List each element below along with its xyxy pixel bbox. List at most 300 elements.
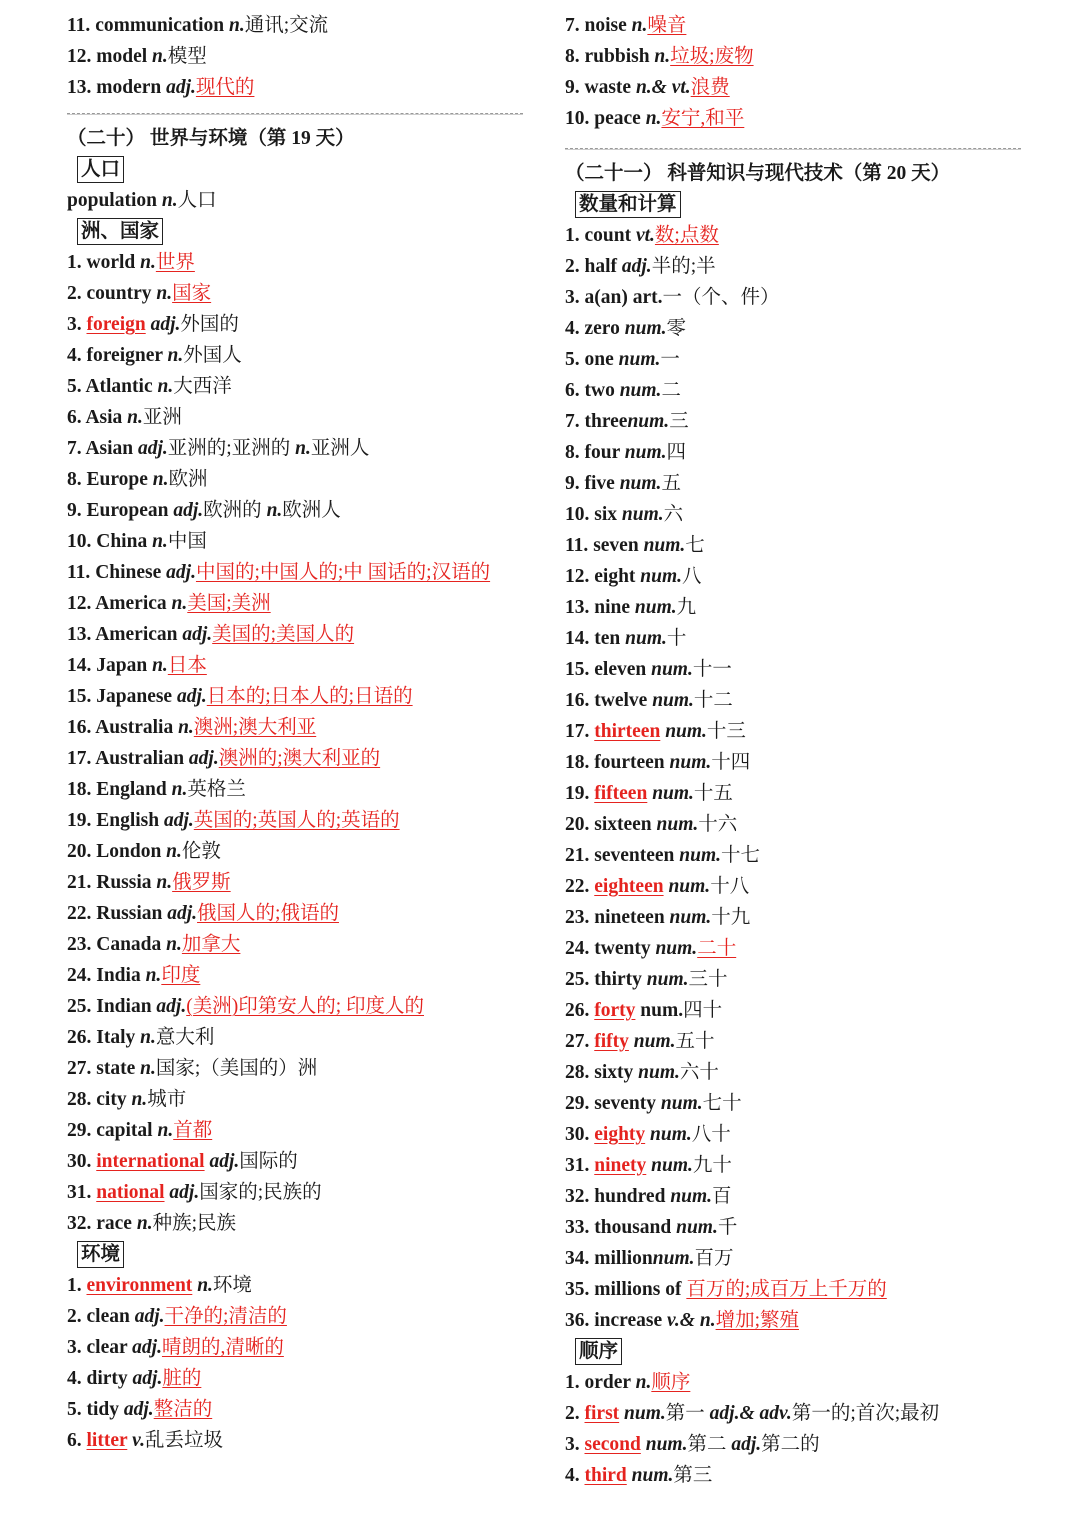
entry-word: Russia — [96, 872, 152, 893]
entry-number: 30. — [67, 1151, 97, 1172]
entry-part-of-speech: adj. — [166, 562, 196, 583]
entry-word: Asian — [85, 438, 134, 459]
vocab-entry — [67, 1394, 525, 1425]
entry-part-of-speech: num. — [650, 1124, 692, 1145]
entry-chinese-meaning: 安宁,和平 — [661, 108, 745, 129]
entry-word: national — [96, 1182, 165, 1203]
entry-word: thirteen — [594, 721, 661, 742]
entry-number: 17. — [67, 748, 96, 769]
entry-number: 25. — [565, 969, 595, 990]
vocab-entry — [67, 1053, 525, 1084]
entry-part-of-speech: n. — [131, 1089, 148, 1110]
vocab-entry — [565, 220, 1023, 251]
entry-number: 4. — [67, 1368, 87, 1389]
entry-part-of-speech: n. — [197, 1275, 213, 1296]
box-label-environment: 环境 — [77, 1241, 124, 1268]
vocab-entry — [565, 313, 1023, 344]
entry-word: Canada — [96, 934, 162, 955]
entry-chinese-meaning: 外国人 — [183, 345, 242, 366]
entry-number: 1. — [565, 225, 585, 246]
entry-word: noise — [584, 15, 627, 36]
entry-word: eighteen — [594, 876, 664, 897]
vocab-entry — [565, 654, 1023, 685]
entry-part-of-speech: num. — [638, 1062, 680, 1083]
entry-part-of-speech: num. — [624, 318, 667, 339]
entry-number: 6. — [565, 380, 585, 401]
entry-word: nine — [594, 597, 631, 618]
entry-number: 13. — [67, 77, 97, 98]
entry-part-of-speech: num. — [625, 628, 667, 649]
vocab-entry — [565, 406, 1023, 437]
section-divider — [67, 113, 523, 115]
entry-part-of-speech: n. — [631, 15, 648, 36]
entry-chinese-meaning: 欧洲人 — [282, 500, 341, 521]
entry-word: fourteen — [594, 752, 665, 773]
entry-word: waste — [584, 77, 632, 98]
entry-part-of-speech: v. — [132, 1430, 145, 1451]
entry-word: hundred — [594, 1186, 666, 1207]
vocab-entry — [67, 898, 525, 929]
entry-number: 23. — [67, 934, 97, 955]
entry-part-of-speech: num. — [652, 783, 694, 804]
entry-number: 12. — [565, 566, 595, 587]
entry-chinese-meaning: 千 — [717, 1217, 738, 1238]
entry-chinese-meaning: 澳洲;澳大利亚 — [193, 717, 317, 738]
order-entries — [565, 1367, 1023, 1491]
entry-part-of-speech: adj. — [621, 256, 652, 277]
entry-chinese-meaning: 十六 — [698, 814, 738, 835]
entry-number: 13. — [67, 624, 96, 645]
entry-part-of-speech: adj. — [176, 686, 207, 707]
entry-part-of-speech: num. — [624, 442, 667, 463]
entry-chinese-meaning: 三 — [669, 411, 689, 432]
entry-chinese-meaning: 第二的 — [761, 1434, 820, 1455]
entry-part-of-speech: adj. — [134, 1306, 165, 1327]
entry-part-of-speech: adj. — [188, 748, 219, 769]
vocab-entry — [565, 964, 1023, 995]
entry-word: dirty — [86, 1368, 128, 1389]
entry-part-of-speech: num. — [640, 566, 683, 587]
entry-part-of-speech: num. — [640, 1000, 684, 1021]
vocab-entry — [67, 712, 525, 743]
entry-chinese-meaning: 中国的;中国人的;中 国话的;汉语的 — [195, 562, 491, 583]
vocab-entry — [67, 1084, 525, 1115]
entry-part-of-speech: num. — [619, 473, 662, 494]
entry-chinese-meaning: 意大利 — [155, 1027, 215, 1048]
entry-number: 24. — [565, 938, 595, 959]
entry-number: 36. — [565, 1310, 595, 1331]
vocab-entry — [565, 1305, 1023, 1336]
entry-part-of-speech: n. — [178, 717, 194, 738]
vocab-entry — [67, 991, 525, 1022]
entry-word: Indian — [96, 996, 152, 1017]
vocab-entry — [565, 561, 1023, 592]
entry-part-of-speech: adj.& adv. — [709, 1403, 792, 1424]
vocab-entry — [565, 10, 1023, 41]
entry-part-of-speech: n. — [166, 934, 182, 955]
vocab-entry — [565, 499, 1023, 530]
entry-part-of-speech: art. — [632, 287, 663, 308]
entry-chinese-meaning: 九 — [676, 597, 697, 618]
entry-chinese-meaning: 国际的 — [239, 1151, 298, 1172]
entry-part-of-speech: n. — [140, 252, 156, 273]
entry-word: order — [584, 1372, 631, 1393]
entry-number: 31. — [565, 1155, 595, 1176]
right-column — [565, 10, 1023, 1491]
vocab-entry — [565, 1429, 1023, 1460]
vocab-entry — [565, 1150, 1023, 1181]
entry-part-of-speech: num. — [627, 411, 670, 432]
entry-chinese-meaning: 国家;（美国的）洲 — [155, 1058, 318, 1079]
entry-chinese-meaning: 十五 — [693, 783, 733, 804]
right-top-entries — [565, 10, 1023, 134]
vocab-entry — [67, 805, 525, 836]
entry-word: clean — [86, 1306, 130, 1327]
entry-number: 12. — [67, 593, 96, 614]
entry-word: Australian — [95, 748, 185, 769]
entry-word: increase — [594, 1310, 663, 1331]
entry-number: 3. — [67, 314, 87, 335]
vocab-entry — [67, 1425, 525, 1456]
entry-word: twelve — [594, 690, 648, 711]
entry-part-of-speech: adj. — [167, 903, 198, 924]
vocab-entry — [67, 402, 525, 433]
vocab-entry — [565, 778, 1023, 809]
entry-chinese-meaning: 九十 — [692, 1155, 732, 1176]
entry-word: eighty — [594, 1124, 646, 1145]
entry-part-of-speech: num. — [646, 969, 689, 990]
entry-part-of-speech: num. — [665, 721, 707, 742]
entry-chinese-meaning: 数;点数 — [654, 225, 719, 246]
entry-chinese-meaning: 百 — [712, 1186, 732, 1207]
entry-chinese-meaning: 世界 — [155, 252, 195, 273]
entry-number: 12. — [67, 46, 97, 67]
entry-number: 1. — [565, 1372, 585, 1393]
entry-part-of-speech: adj. — [164, 810, 194, 831]
entry-chinese-meaning: 干净的;清洁的 — [164, 1306, 287, 1327]
vocab-entry — [67, 526, 525, 557]
vocab-entry — [565, 902, 1023, 933]
entry-number: 14. — [565, 628, 595, 649]
vocab-entry — [565, 1181, 1023, 1212]
vocab-entry — [67, 1363, 525, 1394]
entry-number: 10. — [67, 531, 97, 552]
entry-chinese-meaning: 半的;半 — [651, 256, 716, 277]
entry-chinese-meaning: 通讯;交流 — [244, 15, 329, 36]
entry-number: 9. — [67, 500, 87, 521]
entry-number: 26. — [565, 1000, 595, 1021]
vocab-entry — [565, 344, 1023, 375]
entry-word: India — [96, 965, 141, 986]
entry-chinese-meaning: 乱丢垃圾 — [144, 1430, 223, 1451]
entry-number: 6. — [67, 1430, 87, 1451]
entry-word: eight — [594, 566, 636, 587]
entry-number: 23. — [565, 907, 595, 928]
vocab-entry — [67, 1332, 525, 1363]
entry-word: one — [584, 349, 614, 370]
entry-number: 21. — [565, 845, 595, 866]
entry-number: 31. — [67, 1182, 97, 1203]
entry-chinese-meaning: 七十 — [702, 1093, 742, 1114]
entry-word: Australia — [95, 717, 174, 738]
entry-part-of-speech: n. — [171, 593, 188, 614]
entry-number: 11. — [67, 562, 96, 583]
entry-number: 8. — [565, 46, 585, 67]
vocab-entry — [67, 1270, 525, 1301]
entry-part-of-speech: adj. — [209, 1151, 240, 1172]
entry-number: 2. — [67, 283, 87, 304]
entry-word: modern — [96, 77, 162, 98]
entry-part-of-speech: adj. — [132, 1337, 162, 1358]
entry-number: 20. — [565, 814, 595, 835]
vocab-entry — [67, 10, 525, 41]
entry-word: eleven — [594, 659, 647, 680]
entry-number: 3. — [67, 1337, 87, 1358]
entry-chinese-meaning: 浪费 — [690, 77, 730, 98]
entry-number: 9. — [565, 473, 585, 494]
entry-word: Asia — [85, 407, 123, 428]
entry-number: 5. — [67, 1399, 87, 1420]
entry-part-of-speech: num. — [618, 349, 661, 370]
entry-chinese-meaning: 十九 — [711, 907, 751, 928]
entry-number: 24. — [67, 965, 97, 986]
entry-chinese-meaning: 十八 — [710, 876, 750, 897]
entry-number: 34. — [565, 1248, 595, 1269]
entry-word: America — [95, 593, 167, 614]
entry-part-of-speech: n. — [157, 376, 174, 397]
entry-chinese-meaning: 八 — [682, 566, 702, 587]
entry-word: American — [95, 624, 178, 645]
entry-number: 27. — [565, 1031, 595, 1052]
entry-part-of-speech: num. — [645, 1434, 688, 1455]
entry-chinese-meaning: 日本的;日本人的;日语的 — [206, 686, 413, 707]
vocab-entry — [67, 1146, 525, 1177]
entry-number: 1. — [67, 1275, 87, 1296]
entry-number: 7. — [67, 438, 86, 459]
entry-chinese-meaning: 英格兰 — [187, 779, 246, 800]
entry-chinese-meaning: 四 — [666, 442, 687, 463]
entry-word: capital — [96, 1120, 153, 1141]
vocab-entry — [67, 278, 525, 309]
entry-number: 4. — [67, 345, 87, 366]
entry-number: 22. — [67, 903, 97, 924]
entry-number: 18. — [67, 779, 97, 800]
entry-part-of-speech: n.& vt. — [635, 77, 691, 98]
entry-number: 9. — [565, 77, 585, 98]
vocab-entry — [565, 1243, 1023, 1274]
entry-word: fifty — [594, 1031, 629, 1052]
entry-number: 30. — [565, 1124, 595, 1145]
entry-word: Italy — [96, 1027, 136, 1048]
number-entries — [565, 220, 1023, 1336]
entry-part-of-speech: n. — [127, 407, 143, 428]
entry-part-of-speech: n. — [645, 108, 662, 129]
entry-part-of-speech: adj. — [138, 438, 168, 459]
entry-chinese-meaning: 种族;民族 — [152, 1213, 236, 1234]
vocab-entry — [565, 1212, 1023, 1243]
vocab-entry — [67, 340, 525, 371]
entry-part-of-speech: n. — [156, 872, 173, 893]
entry-number: 28. — [67, 1089, 97, 1110]
vocab-entry — [565, 1119, 1023, 1150]
entry-part-of-speech: n. — [654, 46, 671, 67]
entry-number: 5. — [565, 349, 585, 370]
vocab-entry — [565, 1274, 1023, 1305]
entry-chinese-meaning: 八十 — [691, 1124, 731, 1145]
entry-chinese-meaning: 二十 — [697, 938, 737, 959]
entry-chinese-meaning: 三十 — [688, 969, 728, 990]
vocab-entry — [565, 468, 1023, 499]
left-column — [67, 10, 525, 1456]
entry-word: communication — [95, 15, 225, 36]
vocab-entry — [67, 371, 525, 402]
entry-part-of-speech: n. — [140, 1027, 156, 1048]
entry-part-of-speech: num. — [668, 876, 711, 897]
entry-number: 16. — [67, 717, 96, 738]
entry-part-of-speech: num. — [619, 380, 662, 401]
entry-part-of-speech: n. — [152, 531, 168, 552]
entry-part-of-speech: n. — [152, 469, 169, 490]
entry-word: twenty — [594, 938, 651, 959]
vocab-entry — [67, 1115, 525, 1146]
entry-chinese-meaning: 五 — [661, 473, 681, 494]
section-title-world-environment: （二十） 世界与环境（第 19 天） — [67, 128, 355, 149]
entry-number: 33. — [565, 1217, 595, 1238]
entry-number: 21. — [67, 872, 97, 893]
entry-chinese-meaning: 噪音 — [647, 15, 687, 36]
entry-number: 8. — [67, 469, 87, 490]
entry-chinese-meaning: 第三 — [673, 1465, 713, 1486]
entry-number: 22. — [565, 876, 595, 897]
vocab-entry — [67, 247, 525, 278]
vocab-entry — [565, 437, 1023, 468]
entry-chinese-meaning: 首都 — [173, 1120, 213, 1141]
entry-part-of-speech: n. — [152, 655, 168, 676]
vocab-entry — [565, 933, 1023, 964]
entry-number: 25. — [67, 996, 97, 1017]
entry-number: 15. — [565, 659, 595, 680]
entry-number: 35. — [565, 1279, 595, 1300]
entry-part-of-speech: num. — [656, 814, 699, 835]
entry-number: 11. — [565, 535, 594, 556]
entry-word: count — [584, 225, 632, 246]
entry-chinese-meaning: 六 — [663, 504, 684, 525]
entry-word: China — [96, 531, 148, 552]
entry-number: 2. — [565, 1403, 585, 1424]
entry-chinese-meaning: 百万的;成百万上千万的 — [686, 1279, 887, 1300]
entry-part-of-speech: adj. — [132, 1368, 163, 1389]
entry-word: sixty — [594, 1062, 634, 1083]
vocab-entry — [67, 929, 525, 960]
entry-chinese-meaning: 国家 — [172, 283, 212, 304]
entry-number: 6. — [67, 407, 86, 428]
vocab-entry — [565, 747, 1023, 778]
entry-part-of-speech: n. — [156, 283, 173, 304]
entry-part-of-speech: n. — [157, 1120, 174, 1141]
entry-chinese-meaning: 十三 — [706, 721, 746, 742]
entry-part-of-speech: adj. — [169, 1182, 200, 1203]
entry-number: 3. — [565, 1434, 585, 1455]
entry-word: world — [86, 252, 136, 273]
entry-chinese-meaning: 城市 — [147, 1089, 187, 1110]
entry-word: ten — [594, 628, 621, 649]
vocab-entry — [67, 650, 525, 681]
entry-word: forty — [594, 1000, 636, 1021]
vocab-entry — [565, 103, 1023, 134]
entry-chinese-meaning: 现代的 — [195, 77, 255, 98]
entry-part-of-speech: adj. — [156, 996, 187, 1017]
entry-word: race — [96, 1213, 132, 1234]
entry-chinese-meaning: 美国的;美国人的 — [212, 624, 355, 645]
entry-chinese-meaning: 第一的;首次;最初 — [791, 1403, 940, 1424]
vocab-entry — [565, 530, 1023, 561]
vocab-entry — [565, 1367, 1023, 1398]
entry-word: international — [96, 1151, 205, 1172]
entry-chinese-meaning: 十 — [666, 628, 687, 649]
entry-chinese-meaning: 伦敦 — [181, 841, 221, 862]
entry-word: zero — [584, 318, 620, 339]
vocab-entry — [565, 623, 1023, 654]
vocab-entry — [67, 960, 525, 991]
entry-chinese-meaning: 印度 — [161, 965, 201, 986]
vocab-entry-population: population n.人口 — [67, 190, 217, 211]
entry-number: 29. — [565, 1093, 595, 1114]
entry-number: 32. — [67, 1213, 97, 1234]
entry-chinese-meaning: 整洁的 — [153, 1399, 213, 1420]
entry-part-of-speech: num. — [660, 1093, 703, 1114]
vocab-entry — [565, 716, 1023, 747]
entry-number: 29. — [67, 1120, 97, 1141]
entry-word: city — [96, 1089, 127, 1110]
vocab-entry — [565, 72, 1023, 103]
entry-word: Japan — [96, 655, 148, 676]
box-label-order: 顺序 — [575, 1338, 622, 1365]
entry-chinese-meaning: 日本 — [167, 655, 207, 676]
entry-part-of-speech: v.& n. — [667, 1310, 716, 1331]
entry-part-of-speech: n. — [166, 841, 182, 862]
entry-part-of-speech: n. — [295, 438, 311, 459]
vocab-entry — [565, 251, 1023, 282]
entry-word: Japanese — [96, 686, 173, 707]
entry-part-of-speech: num. — [652, 690, 694, 711]
entry-word: two — [584, 380, 615, 401]
section-title-science-technology: （二十一） 科普知识与现代技术（第 20 天） — [565, 163, 951, 184]
entry-chinese-meaning: 十四 — [711, 752, 751, 773]
entry-number: 7. — [565, 15, 585, 36]
entry-word: Chinese — [95, 562, 162, 583]
entry-word: second — [584, 1434, 641, 1455]
entry-chinese-meaning: 大西洋 — [173, 376, 232, 397]
entry-word: seventeen — [594, 845, 675, 866]
entry-number: 20. — [67, 841, 97, 862]
entry-number: 10. — [565, 108, 595, 129]
entry-number: 13. — [565, 597, 595, 618]
entry-word: millions of — [594, 1279, 682, 1300]
section-divider — [565, 148, 1021, 150]
entry-word: sixteen — [594, 814, 652, 835]
entry-chinese-meaning: 顺序 — [651, 1372, 691, 1393]
entry-part-of-speech: adj. — [166, 77, 196, 98]
entry-chinese-meaning: 亚洲的;亚洲的 — [167, 438, 291, 459]
vocab-entry — [67, 681, 525, 712]
entry-chinese-meaning: 俄国人的;俄语的 — [197, 903, 339, 924]
entry-word: state — [96, 1058, 136, 1079]
entry-chinese-meaning: 加拿大 — [181, 934, 241, 955]
vocab-entry — [565, 282, 1023, 313]
entry-part-of-speech: num. — [633, 1031, 676, 1052]
entry-chinese-meaning: 一 — [660, 349, 680, 370]
entry-number: 5. — [67, 376, 86, 397]
